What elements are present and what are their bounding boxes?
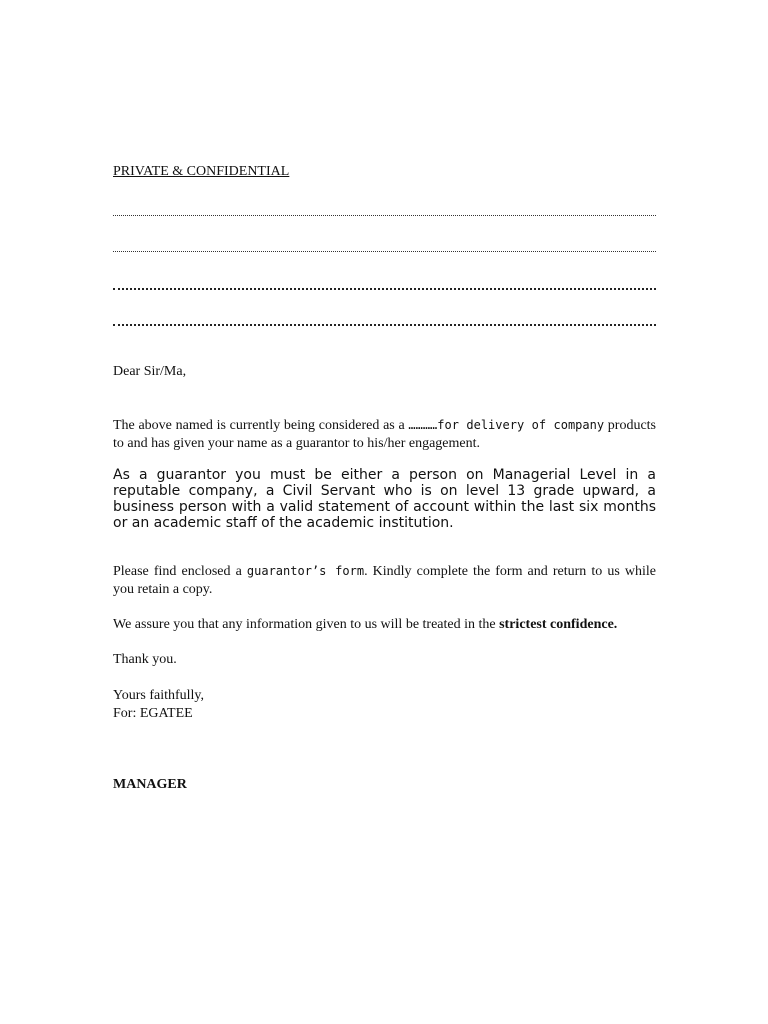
guarantor-form-reference: guarantor’s form bbox=[246, 564, 365, 578]
confidentiality-emphasis: strictest confidence. bbox=[499, 617, 618, 632]
enclosed-form-text-end: . Kindly complete the form and return to us while you retain a copy. bbox=[113, 564, 657, 597]
paragraph-enclosed-form bbox=[113, 562, 656, 599]
paragraph-consideration-text: The above named is currently being considered as a bbox=[113, 418, 409, 433]
address-line-1 bbox=[113, 215, 656, 216]
address-line-4 bbox=[113, 324, 656, 326]
paragraph-consideration bbox=[113, 416, 656, 453]
paragraph-confidentiality bbox=[113, 616, 656, 634]
delivery-text: for delivery of company bbox=[437, 418, 605, 432]
signatory-title: MANAGER bbox=[113, 777, 187, 792]
paragraph-guarantor-requirements: As a guarantor you must be either a person on Managerial Level in a reputable company, a Civil Servant who is on level 13 grade upward, a business person with a valid statement of account within the last six months or an academic staff of the academic institution. bbox=[113, 467, 656, 531]
address-line-2 bbox=[113, 251, 656, 252]
address-line-3 bbox=[113, 288, 656, 290]
letter-heading: PRIVATE & CONFIDENTIAL bbox=[113, 164, 290, 179]
salutation: Dear Sir/Ma, bbox=[113, 364, 187, 379]
enclosed-form-text: Please find enclosed a bbox=[113, 564, 247, 579]
paragraph-consideration-text-end: products to and has given your name as a guarantor to his/her engagement. bbox=[113, 418, 656, 451]
closing-line: Yours faithfully, bbox=[113, 688, 205, 703]
blank-dots: ………… bbox=[408, 418, 438, 432]
confidentiality-text: We assure you that any information given to us will be treated in the bbox=[113, 617, 500, 632]
thanks-line: Thank you. bbox=[113, 652, 177, 667]
for-company-line: For: EGATEE bbox=[113, 706, 193, 721]
